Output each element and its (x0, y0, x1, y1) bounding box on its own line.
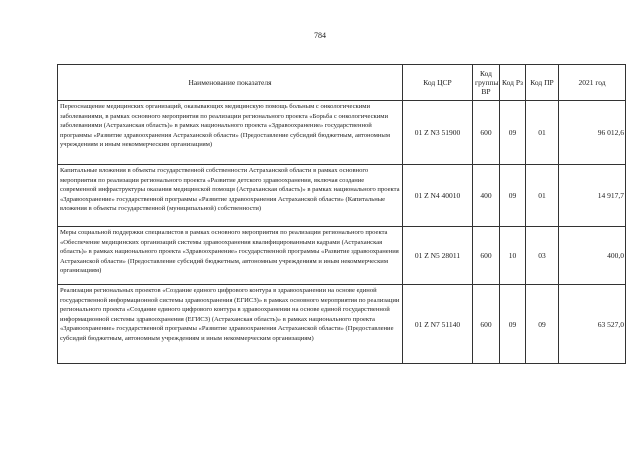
row-name: Переоснащение медицинских организаций, оказывающих медицинскую помощь больным с онкологическими заболеваниями, в рамках основного мероприятия по реализации регионального проекта «Борьба с онкологическими заболеваниями (Астраханская область)» в рамках национального проекта «Здравоохранение» государственной программы «Развитие здравоохранения Астраханской области» (Предоставление субсидий бюджетным, автономным учреждениям и иным некоммерческим организациям) (58, 101, 403, 165)
header-name: Наименование показателя (58, 65, 403, 101)
header-year-2021: 2021 год (559, 65, 626, 101)
row-vr-code: 600 (473, 227, 500, 285)
table-row (58, 165, 626, 227)
row-amount-2021: 400,0 (559, 227, 626, 285)
row-csr-code: 01 Z N3 51900 (403, 101, 473, 165)
table-row (58, 285, 626, 364)
table-row (58, 101, 626, 165)
row-vr-code: 600 (473, 101, 500, 165)
header-csr-code: Код ЦСР (403, 65, 473, 101)
row-name: Реализация региональных проектов «Создание единого цифрового контура в здравоохранении на основе единой государственной информационной системы здравоохранения (ЕГИСЗ)» в рамках основного мероприятия по реализации регионального проекта «Создание единого цифрового контура в здравоохранении на основе единой государственной информационной системы здравоохранения (ЕГИСЗ) (Астраханская область)» в рамках национального проекта «Здравоохранение» государственной программы «Развитие здравоохранения Астраханской области» (Предоставление субсидий бюджетным, автономным учреждениям и иным некоммерческим организациям) (58, 285, 403, 364)
row-rz-code: 09 (500, 165, 526, 227)
table-header-row (58, 65, 626, 101)
header-pr-code: Код ПР (526, 65, 559, 101)
row-pr-code: 01 (526, 101, 559, 165)
page-number: 784 (314, 31, 326, 40)
row-amount-2021: 96 012,6 (559, 101, 626, 165)
row-vr-code: 600 (473, 285, 500, 364)
row-rz-code: 10 (500, 227, 526, 285)
row-pr-code: 09 (526, 285, 559, 364)
header-rz-code: Код Рз (500, 65, 526, 101)
row-amount-2021: 63 527,0 (559, 285, 626, 364)
row-amount-2021: 14 917,7 (559, 165, 626, 227)
row-name: Капитальные вложения в объекты государственной собственности Астраханской области в рамках основного мероприятия по реализации регионального проекта «Развитие детского здравоохранения, включая создание современной инфраструктуры оказания медицинской помощи (Астраханская область)» в рамках национального проекта «Здравоохранение» государственной программы «Развитие здравоохранения Астраханской области» (Капитальные вложения в объекты государственной (муниципальной) собственности) (58, 165, 403, 227)
row-pr-code: 03 (526, 227, 559, 285)
table-row (58, 227, 626, 285)
row-vr-code: 400 (473, 165, 500, 227)
row-rz-code: 09 (500, 101, 526, 165)
header-vr-code: Код группы ВР (473, 65, 500, 101)
row-rz-code: 09 (500, 285, 526, 364)
row-csr-code: 01 Z N4 40010 (403, 165, 473, 227)
row-name: Меры социальной поддержки специалистов в рамках основного мероприятия по реализации регионального проекта «Обеспечение медицинских организаций системы здравоохранения квалифицированными кадрами (Астраханская область)» в рамках национального проекта «Здравоохранение» государственной программы «Развитие здравоохранения Астраханской области» (Предоставление субсидий бюджетным, автономным учреждениям и иным некоммерческим организациям) (58, 227, 403, 285)
row-csr-code: 01 Z N7 51140 (403, 285, 473, 364)
budget-table (57, 64, 626, 364)
row-pr-code: 01 (526, 165, 559, 227)
row-csr-code: 01 Z N5 28011 (403, 227, 473, 285)
